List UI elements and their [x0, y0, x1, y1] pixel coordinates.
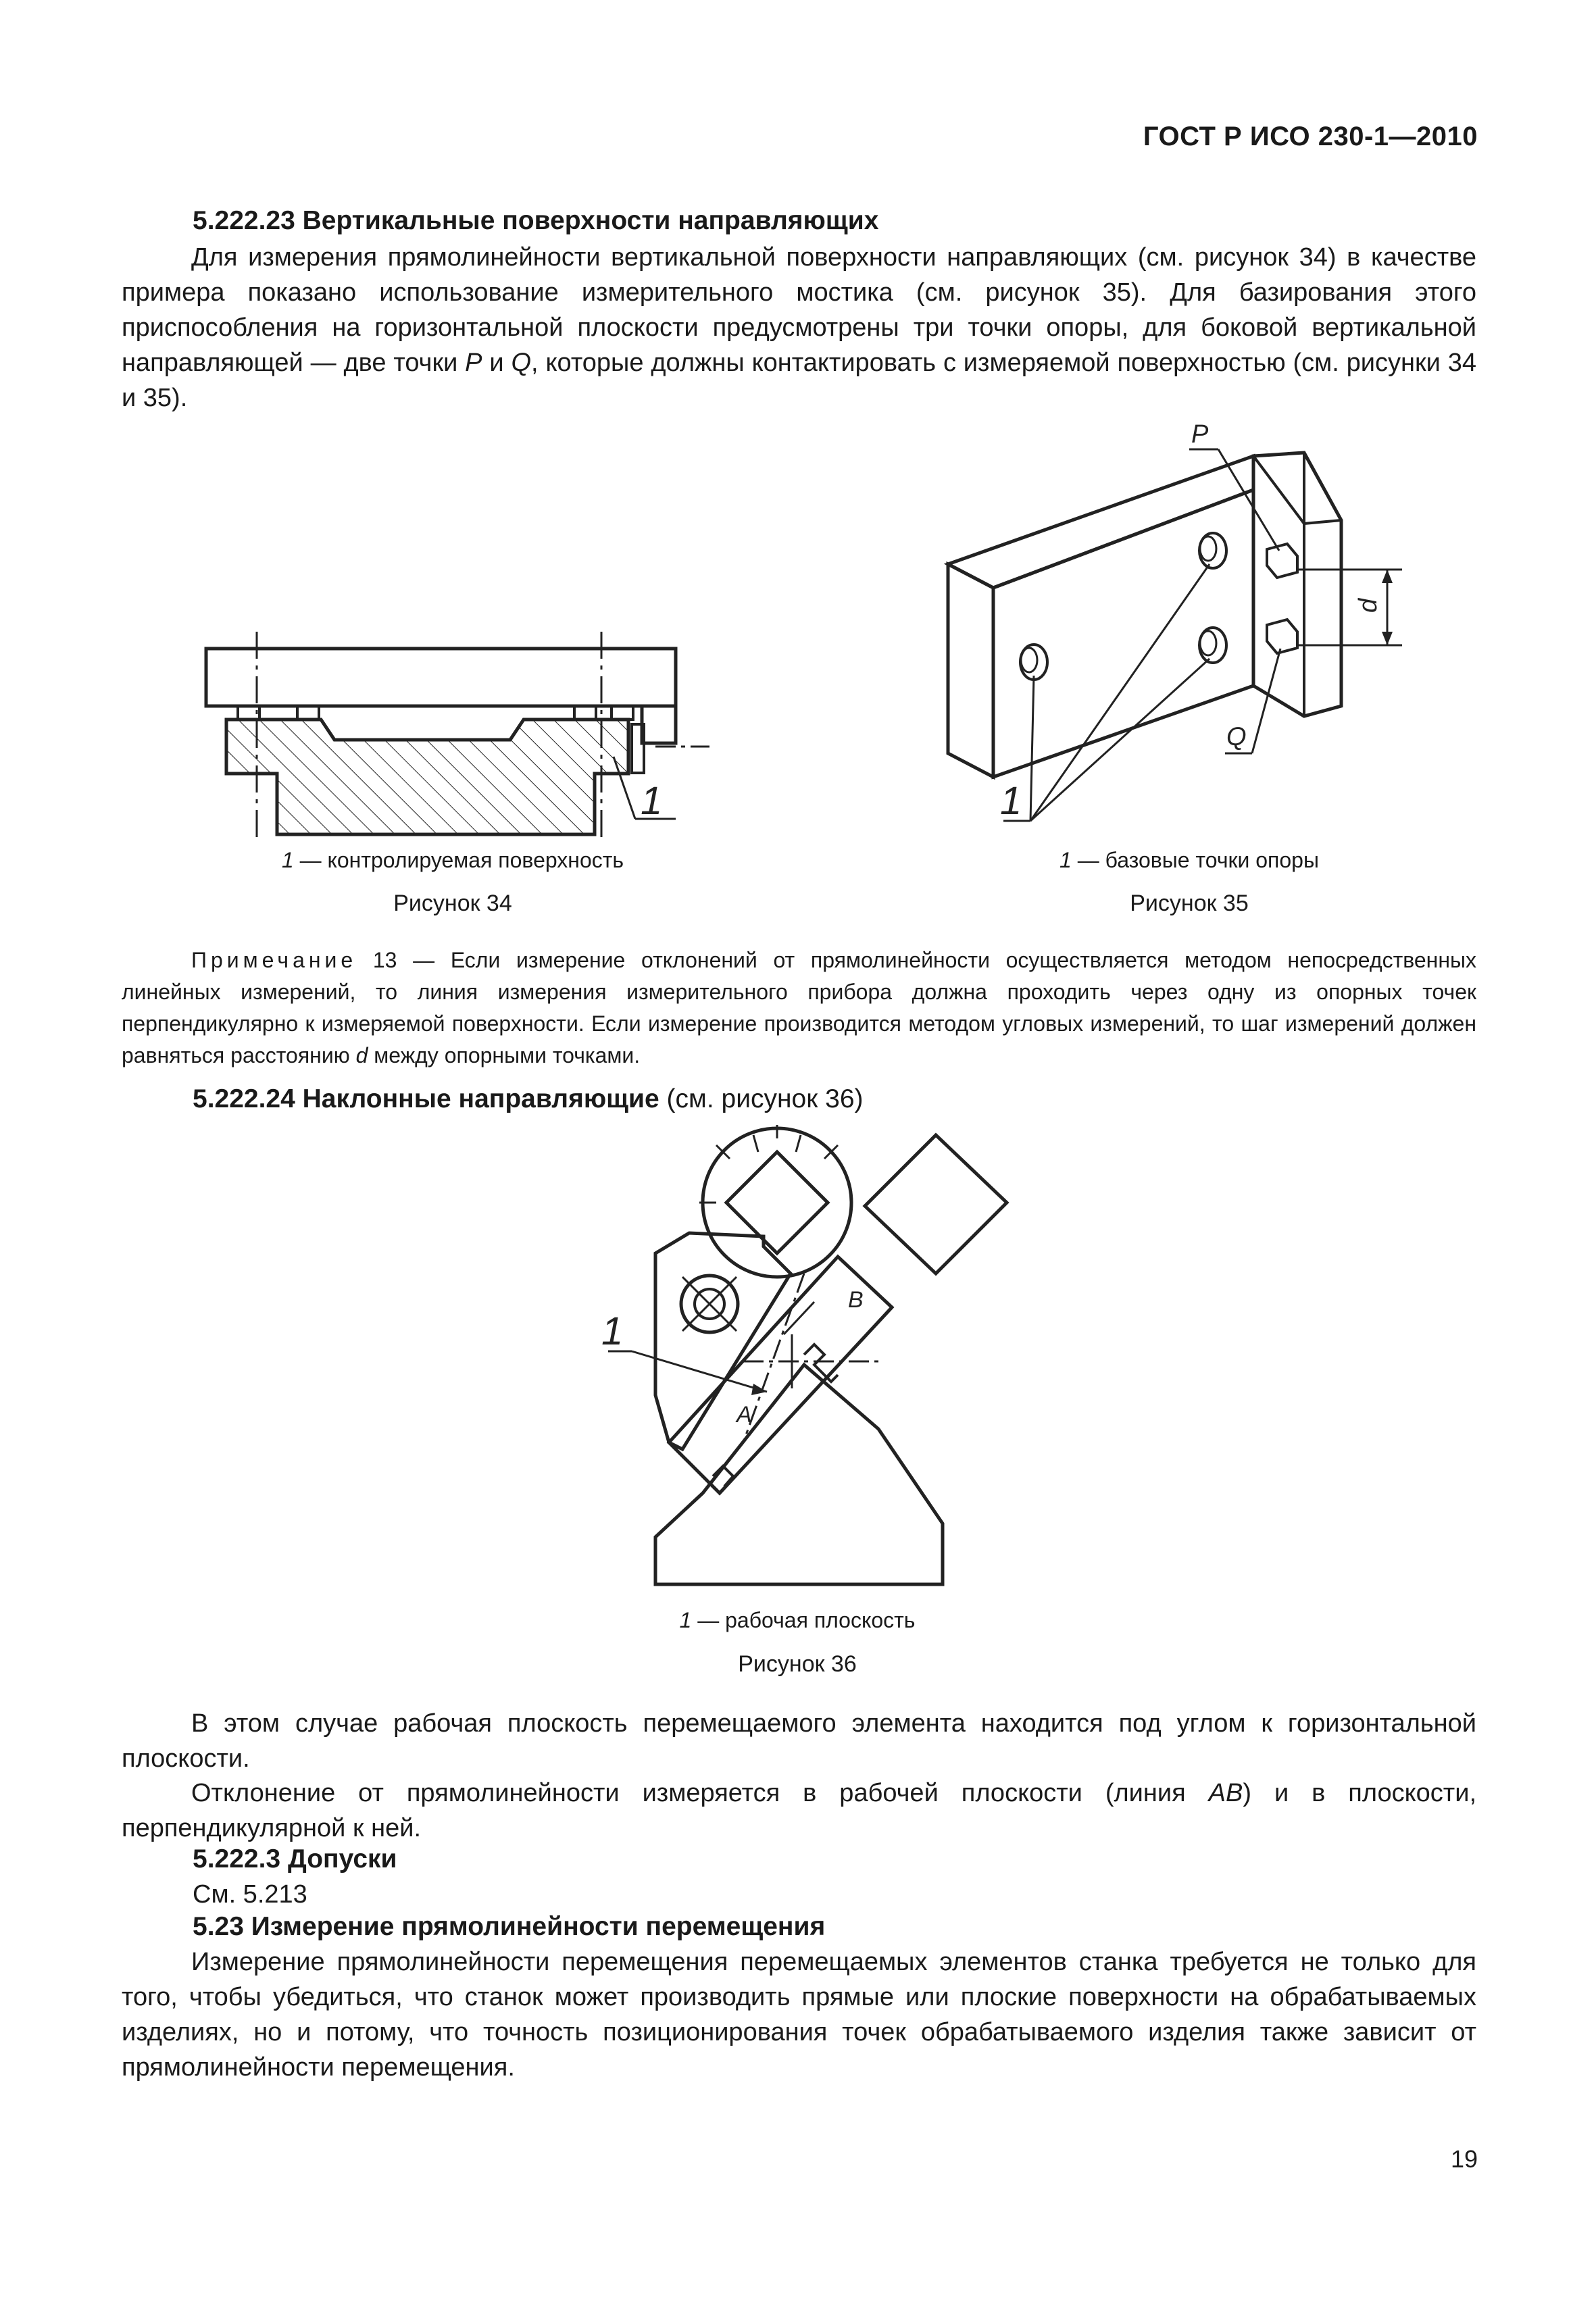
body-text: Для измерения прямолинейности вертикальной поверхности направляющих (см. рисунок 34) в качестве примера показано использование измерительного мостика (см. рисунок 35). Для базирования этого приспособления на горизонтальной плоскости предусмотрены три точки опоры, для боковой вертикальной направляющей — две точки	[122, 243, 1476, 377]
section-5-222-3-body: См. 5.213	[193, 1880, 307, 1909]
body-text: ) и в плоскости, перпендикулярной к ней.	[122, 1779, 1476, 1842]
body-text: и	[482, 349, 512, 377]
section-5-23-body: Измерение прямолинейности перемещения перемещаемых элементов станка требуется не только для того, чтобы убедиться, что станок может производить прямые или плоские поверхности на обрабатываемых изделиях, но и потому, что точность позиционирования точек обрабатываемого изделия также зависит от прямолинейности перемещения.	[122, 1948, 1476, 2082]
figure-36-legend	[581, 1608, 1014, 1633]
paragraph-inclined-2	[122, 1776, 1476, 1846]
section-heading-5-23: 5.23 Измерение прямолинейности перемещения	[193, 1912, 826, 1941]
figure-36-callout-1: 1	[601, 1309, 624, 1353]
figure-36-title: Рисунок 36	[738, 1651, 857, 1677]
figure-35-callout-1: 1	[1000, 779, 1022, 823]
body-text: Отклонение от прямолинейности измеряется в рабочей плоскости (линия	[191, 1779, 1209, 1807]
figure-35-title: Рисунок 35	[1130, 890, 1249, 916]
note-text: 13 — Если измерение отклонений от прямолинейности осуществляется методом непосредственных линейных измерений, то линия измерения измерительного прибора должна проходить через одну из опорных точек перпендикулярно к измеряемой поверхности. Если измерение производится методом угловых измерений, то шаг измерений должен равняться расстоянию	[122, 948, 1476, 1067]
line-ab: AB	[1208, 1779, 1243, 1807]
figure-34-drawing	[189, 608, 716, 845]
legend-text: — рабочая плоскость	[691, 1608, 916, 1632]
point-p: P	[465, 349, 482, 377]
figure-36-drawing	[581, 1125, 1014, 1598]
point-q: Q	[511, 349, 532, 377]
section-5-222-23-body	[122, 240, 1476, 416]
document-header: ГОСТ Р ИСО 230-1—2010	[1143, 122, 1478, 151]
legend-number: 1	[281, 848, 294, 872]
figure-36-label-a: A	[737, 1402, 752, 1428]
legend-number: 1	[1059, 848, 1072, 872]
heading-tail: (см. рисунок 36)	[659, 1084, 864, 1113]
legend-text: — контролируемая поверхность	[293, 848, 624, 872]
heading-text: 5.222.24 Наклонные направляющие	[193, 1084, 659, 1113]
figure-34-title: Рисунок 34	[393, 890, 512, 916]
page-number: 19	[1450, 2145, 1478, 2173]
figure-35-legend	[939, 848, 1439, 873]
figure-35-drawing	[936, 422, 1436, 841]
note-text: между опорными точками.	[368, 1043, 641, 1067]
section-heading-5-222-23: 5.222.23 Вертикальные поверхности направляющих	[193, 206, 879, 235]
section-heading-5-222-3: 5.222.3 Допуски	[193, 1844, 397, 1873]
figure-35-label-p: P	[1191, 422, 1209, 449]
legend-number: 1	[679, 1608, 692, 1632]
figure-35-label-q: Q	[1226, 723, 1247, 751]
figure-34-callout-1: 1	[641, 779, 663, 823]
figure-34-legend	[189, 848, 716, 873]
section-heading-5-222-24	[193, 1084, 864, 1114]
body-text: , которые должны контактировать с измеряемой поверхностью (см. рисунки 34 и 35).	[122, 349, 1476, 412]
note-13	[122, 945, 1476, 1072]
figure-36-label-b: B	[848, 1287, 864, 1313]
note-prefix: Примечание	[191, 948, 357, 972]
legend-text: — базовые точки опоры	[1071, 848, 1319, 872]
figure-35-dimension-d: d	[1354, 598, 1382, 613]
paragraph-inclined-1: В этом случае рабочая плоскость перемещаемого элемента находится под углом к горизонтальной плоскости.	[122, 1709, 1476, 1773]
note-d: d	[355, 1043, 368, 1067]
